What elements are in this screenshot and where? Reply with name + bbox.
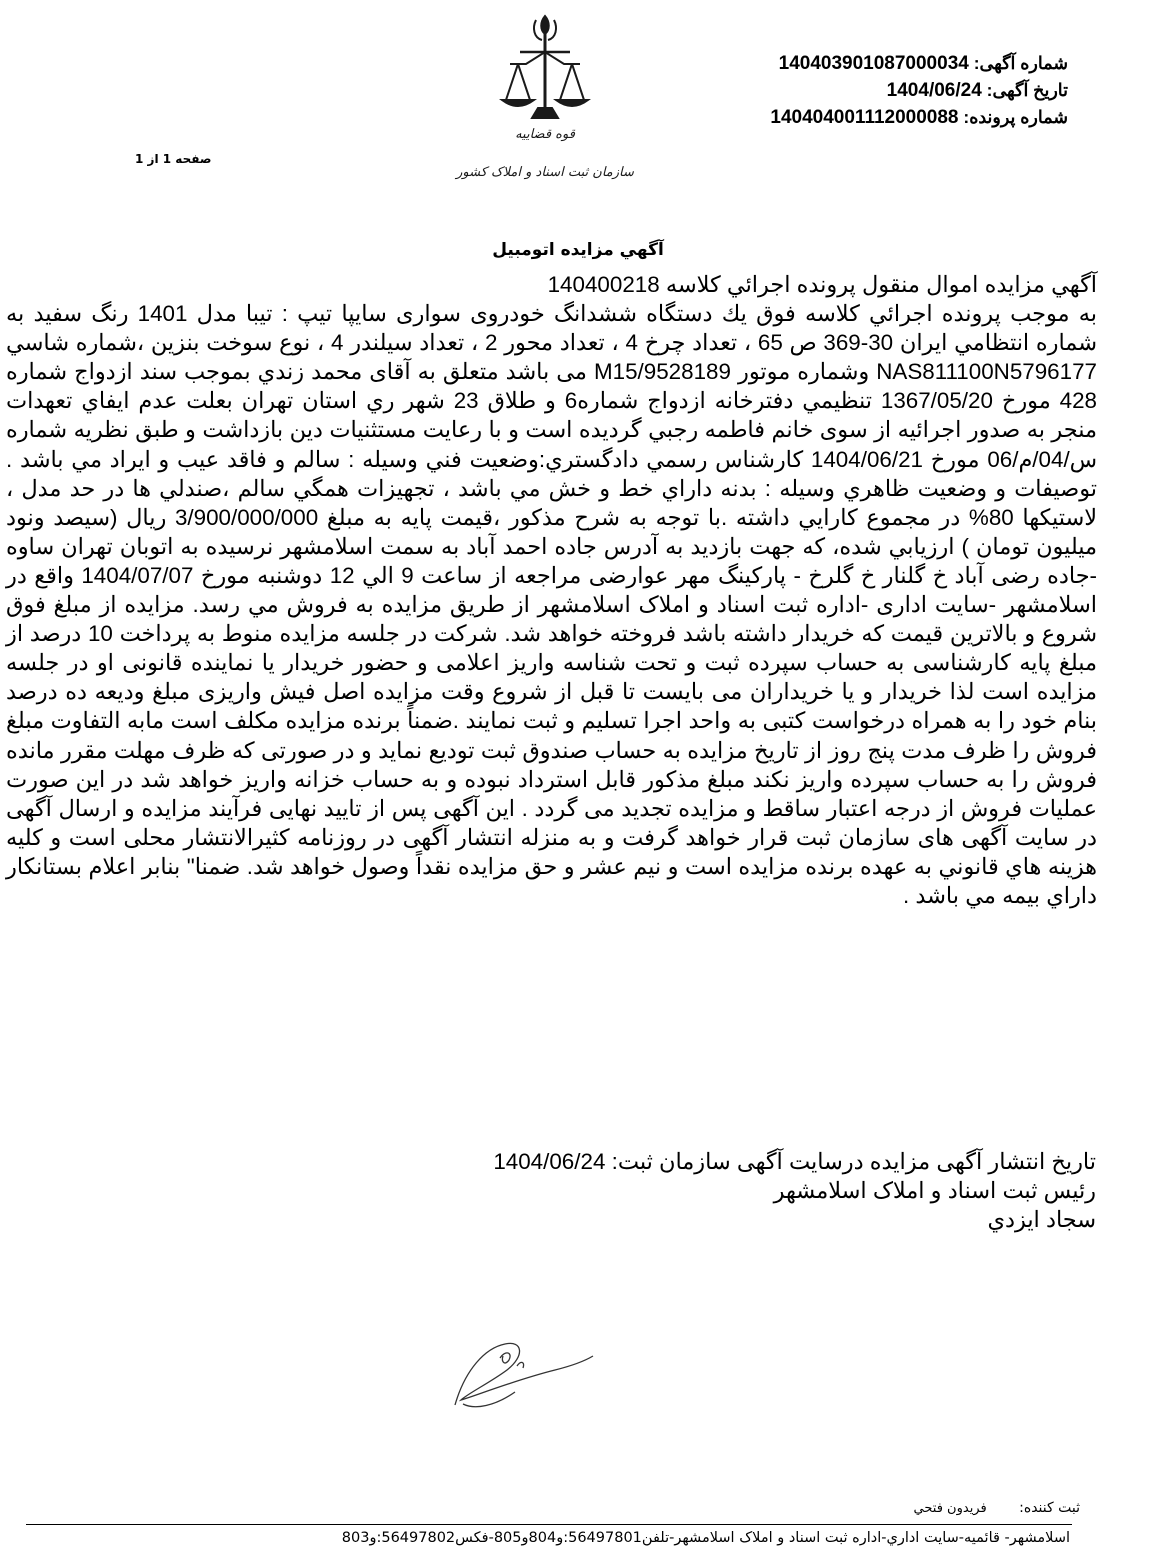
notice-metadata [770,50,1068,131]
notice-date: 1404/06/24 [886,80,982,101]
notice-first-line: آگهي مزايده اموال منقول پرونده اجرائي كلاسه 140400218 [547,272,1097,297]
signer-name: سجاد ايزدي [987,1207,1096,1232]
publish-date-line: تاريخ انتشار آگهی مزايده درسايت آگهی سازمان ثبت: 1404/06/24 [493,1149,1096,1174]
notice-number-label: شماره آگهی: [973,53,1068,73]
notice-number-row [770,50,1068,77]
notice-date-row [770,77,1068,104]
case-number-row [770,104,1068,131]
page-indicator: صفحه 1 از 1 [135,152,212,166]
notice-paragraph: به موجب پرونده اجرائي كلاسه فوق يك دستگاه ششدانگ خودروی سواری سایپا تیپ : تیبا مدل 1401 رنگ سفيد به شماره انتظامي ايران 30-369 ص 65 ، تعداد چرخ 4 ، تعداد محور 2 ، تعداد سیلندر 4 ، نوع سوخت بنزين ،شماره شاسي NAS811100N5796177 وشماره موتور M15/9528189 می باشد متعلق به آقای محمد زندي بموجب سند ازدواج شماره 428 مورخ 1367/05/20 تنظيمي دفترخانه ازدواج شماره6 و طلاق 23 شهر ري استان تهران بعلت عدم ايفاي تعهدات منجر به صدور اجرائيه از سوی خانم فاطمه رجبي گرديده است و با رعايت مستثنيات دين بازداشت و طبق نظريه شماره س/04/م/06 مورخ 1404/06/21 كارشناس رسمي دادگستري:وضعيت فني وسيله : سالم و فاقد عيب و ايراد مي باشد . توصيفات و وضعيت ظاهري وسيله : بدنه داراي خط و خش مي باشد ، تجهيزات همگي سالم ،صندلي ها در حد مدل ، لاستيكها 80% در مجموع كارايي داشته .با توجه به شرح مذكور ،قيمت پايه به مبلغ 3/900/000/000 ريال (سيصد ونود ميليون تومان ) ارزيابي شده، كه جهت بازديد به آدرس جاده احمد آباد به سمت اسلامشهر نرسيده به اتوبان تهران ساوه -جاده رضی آباد خ گلنار خ گلرخ - پاركينگ مهر عوارضی مراجعه از ساعت 9 الي 12 دوشنبه مورخ 1404/07/07 واقع در اسلامشهر -سايت اداری -اداره ثبت اسناد و املاک اسلامشهر از طريق مزايده به فروش مي رسد. مزايده از مبلغ فوق شروع و بالاترين قيمت كه خريدار داشته باشد فروخته خواهد شد. شرکت در جلسه مزايده منوط به پرداخت 10 درصد از مبلغ پايه کارشناسی به حساب سپرده ثبت و تحت شناسه واريز اعلامی و حضور خريدار يا نماينده قانونی او در جلسه مزايده است لذا خريدار و يا خريداران می بايست تا قبل از شروع وقت مزايده اصل فيش واريزی مبلغ وديعه ده درصد بنام خود را به همراه درخواست کتبی به واحد اجرا تسليم و ثبت نمايند .ضمناً برنده مزايده مکلف است مابه التفاوت مبلغ فروش را ظرف مدت پنج روز از تاريخ مزايده به حساب صندوق ثبت توديع نمايد و در صورتی که ظرف مهلت مقرر مانده فروش را به حساب سپرده واريز نکند مبلغ مذکور قابل استرداد نبوده و به حساب خزانه واريز خواهد شد در اين صورت عمليات فروش از درجه اعتبار ساقط و مزايده تجديد می گردد . اين آگهی پس از تاييد نهايی فرآيند مزايده و ارسال آگهی در سايت آگهی های سازمان ثبت قرار خواهد گرفت و به منزله انتشار آگهی در روزنامه کثيرالانتشار محلی است و کليه هزينه هاي قانوني به عهده برنده مزايده است و نيم عشر و حق مزايده نقداً وصول خواهد شد. ضمنا" بنابر اعلام بستانكار داراي بيمه مي باشد . [6,301,1097,908]
signature-block [493,1147,1096,1234]
case-number: 140404001112000088 [770,107,959,128]
signer-title: رئيس ثبت اسناد و املاک اسلامشهر [773,1178,1096,1203]
handwritten-signature [445,1330,595,1420]
footer-address: اسلامشهر- قائميه-سايت اداري-اداره ثبت اسناد و املاک اسلامشهر-تلفن56497801:و804و805-فکس56497802:و803 [341,1530,1070,1546]
registrar-row [914,1500,1080,1516]
notice-number: 14040390108700003‎4 [778,53,969,74]
notice-date-label: تاریخ آگهی: [986,80,1068,100]
emblem-caption-2: سازمان ثبت اسناد و املاک کشور [456,165,634,180]
notice-body [6,270,1097,910]
footer-divider [26,1524,1072,1525]
registrar-label: ثبت کننده: [1019,1500,1080,1516]
registrar-name: فريدون فتحي [913,1501,987,1516]
document-title: آگهي مزايده اتومبيل [492,240,664,260]
scales-of-justice-icon [456,8,634,193]
case-number-label: شماره پرونده: [963,107,1068,127]
judiciary-emblem-logo [456,8,634,193]
emblem-caption-1: قوه قضاییه [515,127,575,142]
